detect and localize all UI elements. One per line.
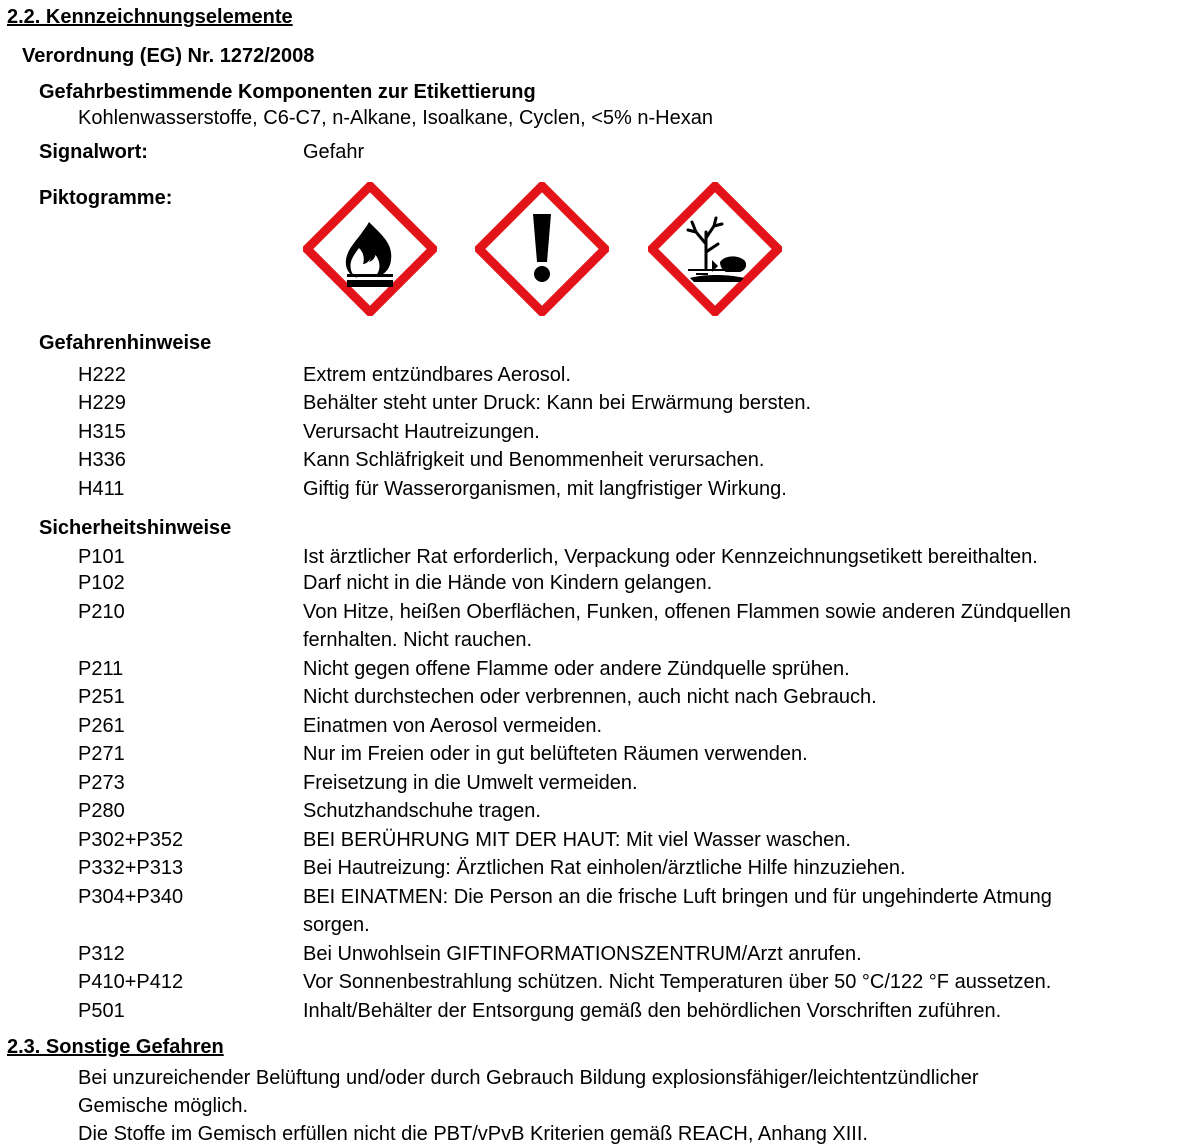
precaution-text: BEI EINATMEN: Die Person an die frische Luft bringen und für ungehinderte Atmung [303,886,1052,908]
precaution-text: Von Hitze, heißen Oberflächen, Funken, offenen Flammen sowie anderen Zündquellen [303,601,1071,623]
precaution-code: P102 [78,572,125,594]
environment-icon [648,182,782,316]
hazard-code: H411 [78,478,125,500]
components-heading: Gefahrbestimmende Komponenten zur Etikettierung [39,81,536,103]
precaution-text: Nicht gegen offene Flamme oder andere Zündquelle sprühen. [303,658,850,680]
precaution-code: P211 [78,658,124,680]
exclamation-mark-icon [475,182,609,316]
precaution-code: P410+P412 [78,971,184,993]
hazard-text: Extrem entzündbares Aerosol. [303,364,571,386]
hazard-code: H336 [78,449,126,471]
precaution-text: Einatmen von Aerosol vermeiden. [303,715,603,737]
precaution-code: P271 [78,743,125,765]
precaution-text-continued: fernhalten. Nicht rauchen. [303,629,533,651]
precaution-code: P302+P352 [78,829,184,851]
precaution-code: P332+P313 [78,857,184,879]
hazard-text: Kann Schläfrigkeit und Benommenheit verursachen. [303,449,765,471]
signal-word-label: Signalwort: [39,141,148,163]
precaution-text: Vor Sonnenbestrahlung schützen. Nicht Temperaturen über 50 °C/122 °F aussetzen. [303,971,1052,993]
precaution-code: P210 [78,601,125,623]
precaution-code: P251 [78,686,125,708]
hazard-code: H222 [78,364,126,386]
section-title-2-2: 2.2. Kennzeichnungselemente [7,6,293,28]
other-hazards-line-2: Gemische möglich. [78,1095,249,1117]
precaution-text: Darf nicht in die Hände von Kindern gelangen. [303,572,713,594]
precaution-code: P280 [78,800,125,822]
precaution-code: P101 [78,546,125,568]
section-title-2-3: 2.3. Sonstige Gefahren [7,1036,224,1058]
signal-word-value: Gefahr [303,141,365,163]
precaution-text: Nur im Freien oder in gut belüfteten Räumen verwenden. [303,743,808,765]
precaution-text: Ist ärztlicher Rat erforderlich, Verpackung oder Kennzeichnungsetikett bereithalten. [303,546,1038,568]
other-hazards-line-1: Bei unzureichender Belüftung und/oder durch Gebrauch Bildung explosionsfähiger/leichtentzündlicher [78,1067,979,1089]
precaution-text: Freisetzung in die Umwelt vermeiden. [303,772,638,794]
components-text: Kohlenwasserstoffe, C6-C7, n-Alkane, Isoalkane, Cyclen, <5% n-Hexan [78,107,713,129]
precaution-text: BEI BERÜHRUNG MIT DER HAUT: Mit viel Wasser waschen. [303,829,851,851]
precaution-code: P304+P340 [78,886,184,908]
regulation-heading: Verordnung (EG) Nr. 1272/2008 [22,45,315,67]
precaution-code: P261 [78,715,125,737]
precaution-code: P501 [78,1000,125,1022]
other-hazards-line-3: Die Stoffe im Gemisch erfüllen nicht die PBT/vPvB Kriterien gemäß REACH, Anhang XIII. [78,1123,868,1145]
pictograms-label: Piktogramme: [39,187,173,209]
hazard-text: Giftig für Wasserorganismen, mit langfristiger Wirkung. [303,478,787,500]
precaution-text: Inhalt/Behälter der Entsorgung gemäß den behördlichen Vorschriften zuführen. [303,1000,1002,1022]
precaution-text: Nicht durchstechen oder verbrennen, auch nicht nach Gebrauch. [303,686,877,708]
precautionary-statements-heading: Sicherheitshinweise [39,517,232,539]
precaution-code: P312 [78,943,125,965]
hazard-statements-heading: Gefahrenhinweise [39,332,212,354]
precaution-code: P273 [78,772,125,794]
flame-icon [303,182,437,316]
hazard-code: H229 [78,392,126,414]
hazard-code: H315 [78,421,126,443]
precaution-text-continued: sorgen. [303,914,370,936]
hazard-text: Behälter steht unter Druck: Kann bei Erwärmung bersten. [303,392,812,414]
precaution-text: Bei Hautreizung: Ärztlichen Rat einholen/ärztliche Hilfe hinzuziehen. [303,857,906,879]
hazard-text: Verursacht Hautreizungen. [303,421,540,443]
precaution-text: Bei Unwohlsein GIFTINFORMATIONSZENTRUM/Arzt anrufen. [303,943,862,965]
precaution-text: Schutzhandschuhe tragen. [303,800,541,822]
